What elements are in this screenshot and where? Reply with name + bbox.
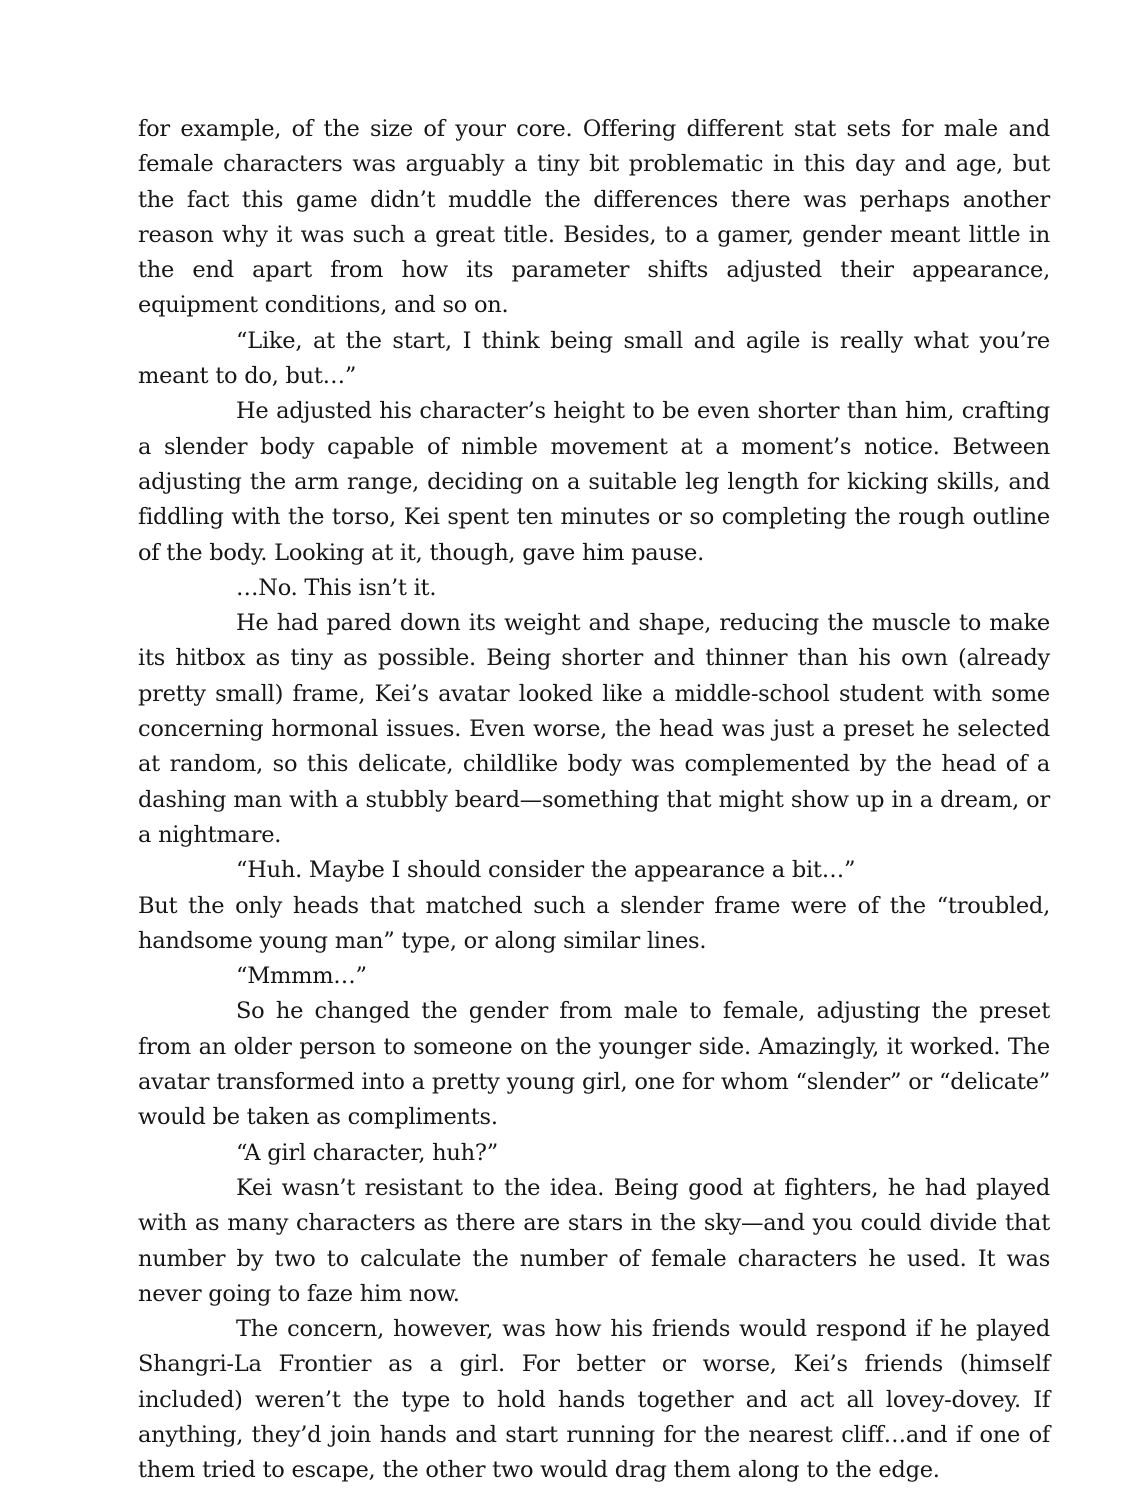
- paragraph: “Like, at the start, I think being small and agile is really what you’re meant to do, but…”: [138, 327, 1050, 390]
- paragraph: So he changed the gender from male to female, adjusting the preset from an older person to someone on the younger side. Amazingly, it worked. The avatar transformed into a pretty young girl, one for whom “slender” or “delicate” would be taken as compliments.: [138, 998, 1050, 1131]
- paragraph: He had pared down its weight and shape, reducing the muscle to make its hitbox as tiny as possible. Being shorter and thinner than his own (already pretty small) frame, Kei’s avatar looked like a middle-school student with some concerning hormonal issues. Even worse, the head was just a preset he selected at random, so this delicate, childlike body was complemented by the head of a dashing man with a stubbly beard—something that might show up in a dream, or a nightmare.: [138, 610, 1050, 848]
- paragraph: Kei wasn’t resistant to the idea. Being good at fighters, he had played with as many characters as there are stars in the sky—and you could divide that number by two to calculate the number of female characters he used. It was never going to faze him now.: [138, 1174, 1050, 1307]
- paragraph: “A girl character, huh?”: [236, 1139, 498, 1166]
- paragraph: The concern, however, was how his friends would respond if he played Shangri-La Frontier as a girl. For better or worse, Kei’s friends (himself included) weren’t the type to hold hands together and act all lovey-dovey. If anything, they’d join hands and start running for the nearest cliff…and if one of them tried to escape, the other two would drag them along to the edge.: [138, 1316, 1050, 1484]
- page-body: [138, 112, 1050, 1489]
- paragraph: He adjusted his character’s height to be even shorter than him, crafting a slender body capable of nimble movement at a moment’s notice. Between adjusting the arm range, deciding on a suitable leg length for kicking skills, and fiddling with the torso, Kei spent ten minutes or so completing the rough outline of the body. Looking at it, though, gave him pause.: [138, 398, 1050, 566]
- paragraph: But the only heads that matched such a slender frame were of the “troubled, handsome young man” type, or along similar lines.: [138, 892, 1050, 954]
- paragraph: “Huh. Maybe I should consider the appearance a bit…”: [236, 857, 856, 884]
- paragraph: …No. This isn’t it.: [236, 574, 437, 601]
- paragraph: “Mmmm…”: [236, 963, 367, 990]
- paragraph: for example, of the size of your core. Offering different stat sets for male and female characters was arguably a tiny bit problematic in this day and age, but the fact this game didn’t muddle the differences there was perhaps another reason why it was such a great title. Besides, to a gamer, gender meant little in the end apart from how its parameter shifts adjusted their appearance, equipment conditions, and so on.: [138, 116, 1050, 319]
